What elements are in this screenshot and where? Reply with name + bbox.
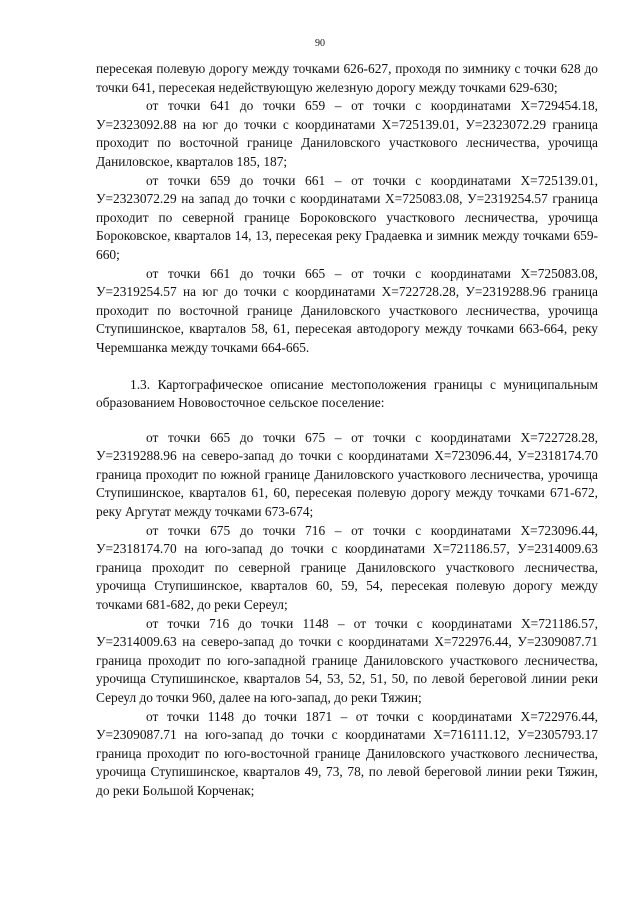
paragraph-boundary-716-1148: от точки 716 до точки 1148 – от точки с координатами Х=721186.57, У=2314009.63 на северо-запад до точки с координатами Х=722976.44, У=2309087.71 граница проходит по юго-западной границе Даниловского участкового лесничества, урочища Ступишинское, кварталов 54, 53, 52, 51, 50, по левой береговой линии реки Сереул до точки 960, далее на юго-запад, до реки Тяжин; (96, 615, 598, 705)
paragraph-boundary-675-716: от точки 675 до точки 716 – от точки с координатами Х=723096.44, У=2318174.70 на юго-запад до точки с координатами Х=721186.57, У=2314009.63 граница проходит по северной границе Даниловского участкового лесничества, урочища Ступишинское, кварталов 60, 59, 54, пересекая полевую дорогу между точками 681-682, до реки Сереул; (96, 522, 598, 613)
paragraph-boundary-1148-1871: от точки 1148 до точки 1871 – от точки с координатами Х=722976.44, У=2309087.71 на юго-запад до точки с координатами Х=716111.12, У=2305793.17 граница проходит по юго-восточной границе Даниловского участкового лесничества, урочища Ступишинское, кварталов 49, 73, 78, по левой береговой линии реки Тяжин, до реки Большой Корченак; (96, 708, 598, 798)
section-heading-1-3: 1.3. Картографическое описание местоположения границы с муниципальным образованием Нововосточное сельское поселение: (96, 376, 598, 411)
paragraph-boundary-661-665: от точки 661 до точки 665 – от точки с координатами Х=725083.08, У=2319254.57 на юг до точки с координатами Х=722728.28, У=2319288.96 граница проходит по восточной границе Даниловского участкового лесничества, урочища Ступишинское, кварталов 58, 61, пересекая автодорогу между точками 663-664, реку Черемшанка между точками 664-665. (96, 265, 598, 355)
paragraph-boundary-659-661: от точки 659 до точки 661 – от точки с координатами Х=725139.01, У=2323072.29 на запад до точки с координатами Х=725083.08, У=2319254.57 граница проходит по северной границе Бороковского участкового лесничества, урочища Бороковское, кварталов 14, 13, пересекая реку Градаевка и зимник между точками 659-660; (96, 172, 598, 262)
page-number: 90 (315, 38, 325, 49)
paragraph-boundary-665-675: от точки 665 до точки 675 – от точки с координатами Х=722728.28, У=2319288.96 на северо-запад до точки с координатами Х=723096.44, У=2318174.70 граница проходит по южной границе Даниловского участкового лесничества, урочища Ступишинское, кварталов 61, 60, пересекая полевую дорогу между точками 671-672, реку Аргутат между точками 673-674; (96, 429, 598, 520)
paragraph-boundary-641-659: от точки 641 до точки 659 – от точки с координатами Х=729454.18, У=2323092.88 на юг до точки с координатами Х=725139.01, У=2323072.29 граница проходит по восточной границе Даниловского участкового лесничества, урочища Даниловское, кварталов 185, 187; (96, 98, 598, 169)
document-body (96, 60, 598, 801)
paragraph-continuation: пересекая полевую дорогу между точками 626-627, проходя по зимнику с точки 628 до точки 641, пересекая недействующую железную дорогу между точками 629-630; (96, 61, 598, 95)
